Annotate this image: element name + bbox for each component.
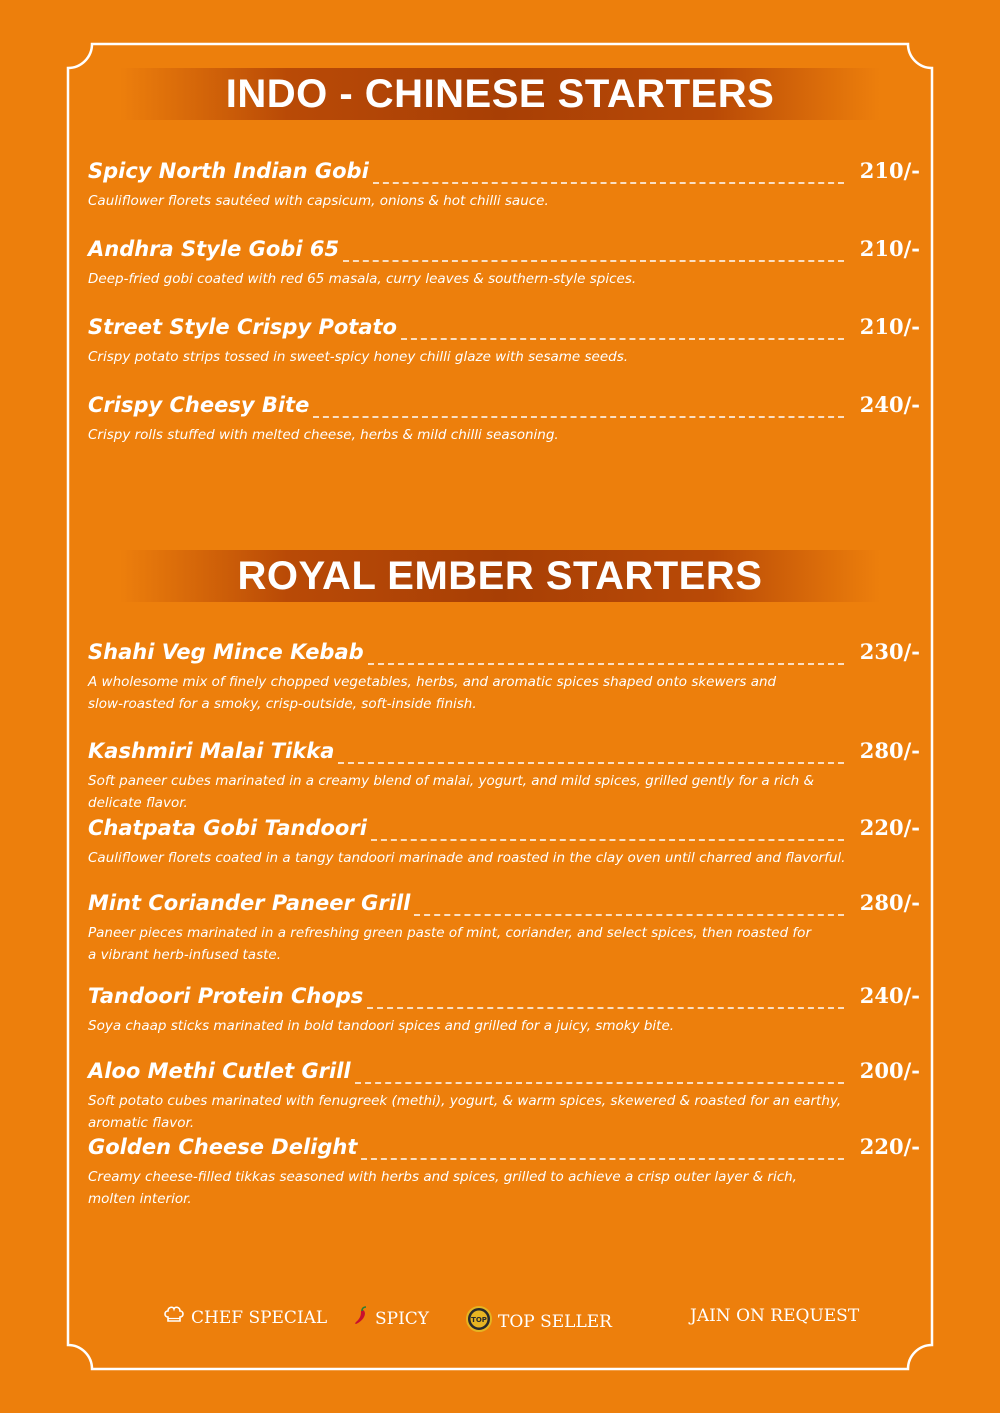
chilli-icon [353,1306,369,1331]
legend-spicy [353,1306,429,1331]
legend-top-seller [466,1306,612,1337]
menu-item [88,888,920,966]
legend-spicy-label: SPICY [375,1308,430,1329]
menu-item [88,981,920,1037]
menu-item-row [88,312,920,346]
section-banner-royal-ember [120,550,880,602]
legend-jain-label: JAIN ON REQUEST [690,1306,860,1326]
menu-item-row [88,156,920,190]
dotted-leader [313,416,844,418]
item-description: Soft potato cubes marinated with fenugreek (methi), yogurt, & warm spices, skewered & roasted for an earthy, aromatic flavor. [88,1093,842,1131]
menu-item [88,736,920,814]
dotted-leader [368,663,844,665]
dotted-leader [371,839,844,841]
menu-item [88,1056,920,1134]
item-description: a vibrant herb-infused taste. [88,947,281,963]
item-description: Crispy rolls stuffed with melted cheese, herbs & mild chilli seasoning. [88,427,559,443]
legend-jain [690,1306,859,1326]
menu-item [88,390,920,446]
item-price: 280/- [859,890,920,915]
item-description: Soft paneer cubes marinated in a creamy blend of malai, yogurt, and mild spices, grilled gently for a rich & delicate flavor. [88,773,814,811]
item-description: Paneer pieces marinated in a refreshing green paste of mint, coriander, and select spices, then roasted for [88,925,811,941]
menu-item [88,312,920,368]
menu-item-row [88,813,920,847]
menu-item-row [88,637,920,671]
item-price: 210/- [859,314,920,339]
item-price: 210/- [859,236,920,261]
item-name: Tandoori Protein Chops [88,984,364,1008]
dotted-leader [355,1082,844,1084]
menu-item [88,234,920,290]
menu-item-row [88,234,920,268]
legend-chef-special-label: CHEF SPECIAL [191,1307,328,1328]
chef-hat-icon [163,1306,185,1329]
menu-item-row [88,981,920,1015]
item-price: 210/- [859,158,920,183]
item-price: 230/- [859,639,920,664]
dotted-leader [343,260,844,262]
menu-item-row [88,1132,920,1166]
item-name: Spicy North Indian Gobi [88,159,369,183]
legend [0,1302,1000,1332]
item-name: Street Style Crispy Potato [88,315,397,339]
dotted-leader [367,1007,844,1009]
item-name: Aloo Methi Cutlet Grill [88,1059,351,1083]
item-description: Cauliflower florets sautéed with capsicum, onions & hot chilli sauce. [88,193,549,209]
legend-top-seller-label: TOP SELLER [498,1311,612,1332]
dotted-leader [401,338,844,340]
legend-chef-special [163,1306,327,1329]
item-description: Creamy cheese-filled tikkas seasoned with herbs and spices, grilled to achieve a crisp outer layer & rich, molten interior. [88,1169,797,1207]
item-price: 280/- [859,738,920,763]
item-description: Cauliflower florets coated in a tangy tandoori marinade and roasted in the clay oven until charred and flavorful. [88,850,846,866]
section-title: ROYAL EMBER STARTERS [237,554,763,598]
section-banner-indo-chinese [120,68,880,120]
menu-item-row [88,736,920,770]
item-price: 240/- [859,392,920,417]
menu-item [88,637,920,715]
item-description: Deep-fried gobi coated with red 65 masala, curry leaves & southern-style spices. [88,271,637,287]
dotted-leader [414,914,844,916]
item-price: 240/- [859,983,920,1008]
item-description: A wholesome mix of finely chopped vegetables, herbs, and aromatic spices shaped onto skewers and [88,674,777,690]
section-title: INDO - CHINESE STARTERS [225,72,775,116]
item-name: Shahi Veg Mince Kebab [88,640,364,664]
item-name: Chatpata Gobi Tandoori [88,816,367,840]
item-price: 220/- [859,1134,920,1159]
item-name: Mint Coriander Paneer Grill [88,891,411,915]
menu-item-row [88,888,920,922]
item-name: Kashmiri Malai Tikka [88,739,335,763]
item-description: Crispy potato strips tossed in sweet-spicy honey chilli glaze with sesame seeds. [88,349,629,365]
top-seller-badge-icon [466,1306,492,1337]
menu-item-row [88,1056,920,1090]
item-name: Crispy Cheesy Bite [88,393,310,417]
top-badge-text: TOP [471,1316,487,1324]
menu-item [88,156,920,212]
menu-item [88,1132,920,1210]
menu-item-row [88,390,920,424]
item-description: Soya chaap sticks marinated in bold tandoori spices and grilled for a juicy, smoky bite. [88,1018,675,1034]
item-price: 220/- [859,815,920,840]
dotted-leader [361,1158,844,1160]
item-price: 200/- [859,1058,920,1083]
dotted-leader [373,182,844,184]
item-name: Andhra Style Gobi 65 [88,237,340,261]
menu-item [88,813,920,869]
item-name: Golden Cheese Delight [88,1135,358,1159]
item-description: slow-roasted for a smoky, crisp-outside, soft-inside finish. [88,696,477,712]
dotted-leader [338,762,844,764]
